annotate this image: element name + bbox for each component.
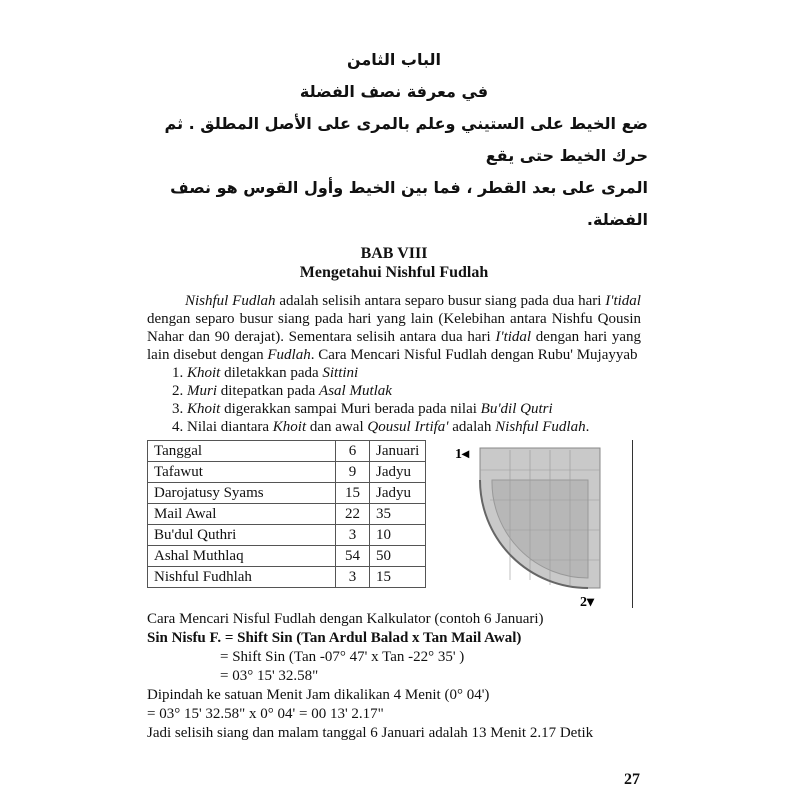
table-and-figure <box>147 440 648 610</box>
step-item: 2. Muri ditepatkan pada Asal Mutlak <box>187 382 641 400</box>
calc-line-4: = 03° 15' 32.58" <box>220 668 319 684</box>
calc-conclusion: Jadi selisih siang dan malam tanggal 6 Januari adalah 13 Menit 2.17 Detik <box>147 725 594 741</box>
table-row <box>148 441 426 462</box>
step-item: 3. Khoit digerakkan sampai Muri berada pada nilai Bu'dil Qutri <box>187 400 641 418</box>
table-row <box>148 546 426 567</box>
step-item: 1. Khoit diletakkan pada Sittini <box>187 364 641 382</box>
steps-list <box>147 364 641 436</box>
figure-label-2: 2▾ <box>580 595 595 610</box>
table-cell-value: 10 <box>370 525 426 546</box>
body-text <box>147 292 641 436</box>
table-cell-degree: 54 <box>336 546 370 567</box>
table-cell-value: Jadyu <box>370 483 426 504</box>
arabic-line-1: ضع الخيط على الستيني وعلم بالمرى على الأصل المطلق . ثم حرك الخيط حتى يقع <box>164 114 648 165</box>
table-cell-label: Ashal Muthlaq <box>148 546 336 567</box>
arabic-line-2: المرى على بعد القطر ، فما بين الخيط وأول القوس هو نصف الفضلة. <box>170 178 648 229</box>
step-item: 4. Nilai diantara Khoit dan awal Qousul Irtifa' adalah Nishful Fudlah. <box>187 418 641 436</box>
table-cell-degree: 3 <box>336 567 370 588</box>
table-row <box>148 483 426 504</box>
chapter-title: Mengetahui Nishful Fudlah <box>299 264 489 281</box>
divider-line <box>632 440 633 608</box>
table-cell-label: Mail Awal <box>148 504 336 525</box>
calc-line-1: Cara Mencari Nisful Fudlah dengan Kalkulator (contoh 6 Januari) <box>147 611 544 627</box>
calc-line-3: = Shift Sin (Tan -07° 47' x Tan -22° 35' ) <box>220 649 465 665</box>
table-cell-label: Darojatusy Syams <box>148 483 336 504</box>
page-content <box>140 0 648 809</box>
quadrant-image <box>450 440 630 610</box>
calc-line-6: = 03° 15' 32.58" x 0° 04' = 00 13' 2.17" <box>147 706 384 722</box>
page-number: 27 <box>624 771 640 788</box>
table-cell-label: Nishful Fudhlah <box>148 567 336 588</box>
table-cell-value: 15 <box>370 567 426 588</box>
table-row <box>148 504 426 525</box>
table-cell-value: Januari <box>370 441 426 462</box>
figure-label-1: 1◂ <box>455 447 470 462</box>
table-cell-value: Jadyu <box>370 462 426 483</box>
table-cell-label: Tanggal <box>148 441 336 462</box>
arabic-title: في معرفة نصف الفضلة <box>299 82 489 101</box>
rubu-mujayyab-figure <box>450 440 630 610</box>
table-cell-degree: 3 <box>336 525 370 546</box>
table-cell-label: Bu'dul Quthri <box>148 525 336 546</box>
table-cell-degree: 6 <box>336 441 370 462</box>
table-cell-value: 35 <box>370 504 426 525</box>
table-row <box>148 525 426 546</box>
chapter-heading: BAB VIII <box>360 245 428 262</box>
data-table <box>147 440 426 588</box>
table-row <box>148 567 426 588</box>
intro-paragraph: Nishful Fudlah adalah selisih antara separo busur siang pada dua hari I'tidal dengan separo busur siang pada hari yang lain (Kelebihan antara Nishfu Qousin Nahar dan 90 derajat). Sementara selisih antara dua hari I'tidal dengan hari yang lain disebut dengan Fudlah. Cara Mencari Nisful Fudlah dengan Rubu' Mujayyab <box>147 293 641 363</box>
table-cell-label: Tafawut <box>148 462 336 483</box>
arabic-chapter: الباب الثامن <box>346 50 441 69</box>
table-cell-degree: 22 <box>336 504 370 525</box>
table-row <box>148 462 426 483</box>
calc-formula: Sin Nisfu F. = Shift Sin (Tan Ardul Balad x Tan Mail Awal) <box>147 630 522 646</box>
table-cell-value: 50 <box>370 546 426 567</box>
table-cell-degree: 9 <box>336 462 370 483</box>
table-cell-degree: 15 <box>336 483 370 504</box>
calc-line-5: Dipindah ke satuan Menit Jam dikalikan 4 Menit (0° 04') <box>147 687 490 703</box>
